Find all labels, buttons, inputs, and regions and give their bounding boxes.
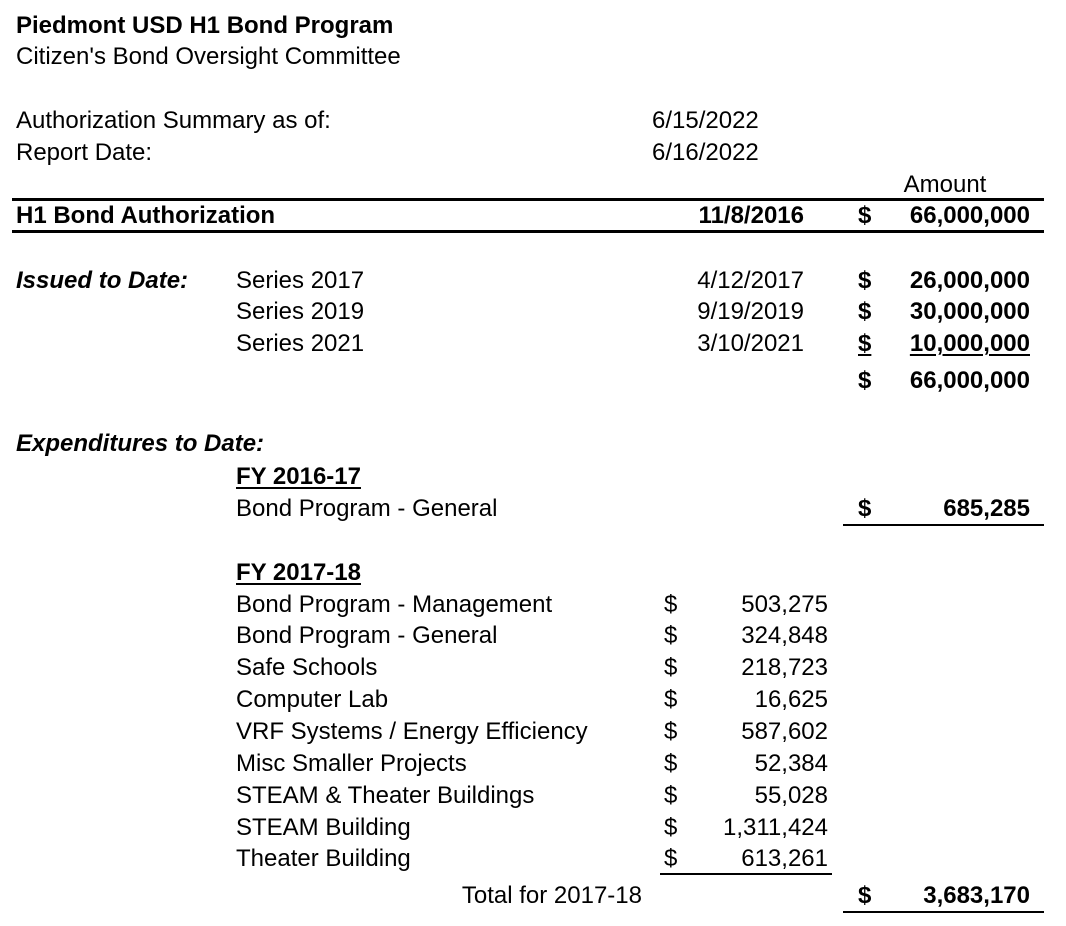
- expense-item-currency: $: [664, 845, 678, 872]
- expense-item-amount: 55,028: [754, 782, 828, 809]
- expense-item-label: Theater Building: [236, 845, 411, 872]
- authorization-label: H1 Bond Authorization: [16, 202, 276, 229]
- fy1-total-rule: [843, 524, 1044, 526]
- series-amount: 26,000,000: [909, 267, 1030, 294]
- authorization-bottom-rule: [12, 230, 1044, 233]
- expense-amount: 685,285: [943, 495, 1030, 522]
- expense-item-currency: $: [664, 814, 678, 841]
- amount-column-header: Amount: [903, 171, 987, 198]
- series-date: 9/19/2019: [697, 298, 804, 325]
- expense-item-amount: 503,275: [741, 591, 828, 618]
- expense-item-label: Misc Smaller Projects: [236, 750, 467, 777]
- series-amount: 30,000,000: [909, 298, 1030, 325]
- expense-item-amount: 218,723: [741, 654, 828, 681]
- fy-heading: FY 2017-18: [236, 559, 361, 586]
- report-date-label: Report Date:: [16, 139, 153, 166]
- report-subtitle: Citizen's Bond Oversight Committee: [16, 43, 401, 70]
- expense-currency: $: [858, 495, 872, 522]
- expense-item-amount: 613,261: [741, 845, 828, 872]
- series-name: Series 2021: [236, 330, 365, 357]
- expense-item-currency: $: [664, 782, 678, 809]
- summary-label: Authorization Summary as of:: [16, 107, 331, 134]
- expense-item-label: VRF Systems / Energy Efficiency: [236, 718, 588, 745]
- expense-item-label: Computer Lab: [236, 686, 389, 713]
- summary-date: 6/15/2022: [652, 107, 759, 134]
- expenditures-label: Expenditures to Date:: [16, 430, 265, 457]
- expense-item-label: STEAM & Theater Buildings: [236, 782, 535, 809]
- series-name: Series 2017: [236, 267, 365, 294]
- report-date: 6/16/2022: [652, 139, 759, 166]
- expense-item-label: Bond Program - General: [236, 495, 498, 522]
- series-amount: 10,000,000: [909, 330, 1030, 357]
- expense-item-amount: 52,384: [754, 750, 828, 777]
- issued-label: Issued to Date:: [16, 267, 189, 294]
- expense-item-amount: 16,625: [754, 686, 828, 713]
- expense-item-currency: $: [664, 622, 678, 649]
- expense-item-currency: $: [664, 750, 678, 777]
- report-title: Piedmont USD H1 Bond Program: [16, 12, 394, 39]
- fy2-subtotal-rule: [660, 873, 832, 875]
- expense-item-amount: 324,848: [741, 622, 828, 649]
- fy2-total-currency: $: [858, 882, 872, 909]
- expense-item-label: Safe Schools: [236, 654, 378, 681]
- fy2-total-label: Total for 2017-18: [461, 882, 642, 909]
- expense-item-currency: $: [664, 654, 678, 681]
- authorization-date: 11/8/2016: [698, 202, 804, 229]
- fy-heading: FY 2016-17: [236, 463, 361, 490]
- fy2-total-rule: [843, 911, 1044, 913]
- expense-item-currency: $: [664, 686, 678, 713]
- issued-total-amount: 66,000,000: [909, 367, 1030, 394]
- issued-total-currency: $: [858, 367, 872, 394]
- expense-item-label: Bond Program - General: [236, 622, 498, 649]
- expense-item-currency: $: [664, 718, 678, 745]
- authorization-top-rule: [12, 198, 1044, 201]
- authorization-amount: 66,000,000: [909, 202, 1030, 229]
- series-date: 3/10/2021: [697, 330, 804, 357]
- expense-item-label: STEAM Building: [236, 814, 411, 841]
- authorization-currency: $: [858, 202, 872, 229]
- series-currency: $: [858, 330, 872, 357]
- series-currency: $: [858, 298, 872, 325]
- series-name: Series 2019: [236, 298, 365, 325]
- series-currency: $: [858, 267, 872, 294]
- expense-item-label: Bond Program - Management: [236, 591, 553, 618]
- series-date: 4/12/2017: [697, 267, 804, 294]
- expense-item-amount: 1,311,424: [723, 814, 828, 841]
- expense-item-currency: $: [664, 591, 678, 618]
- expense-item-amount: 587,602: [741, 718, 828, 745]
- fy2-total-amount: 3,683,170: [923, 882, 1030, 909]
